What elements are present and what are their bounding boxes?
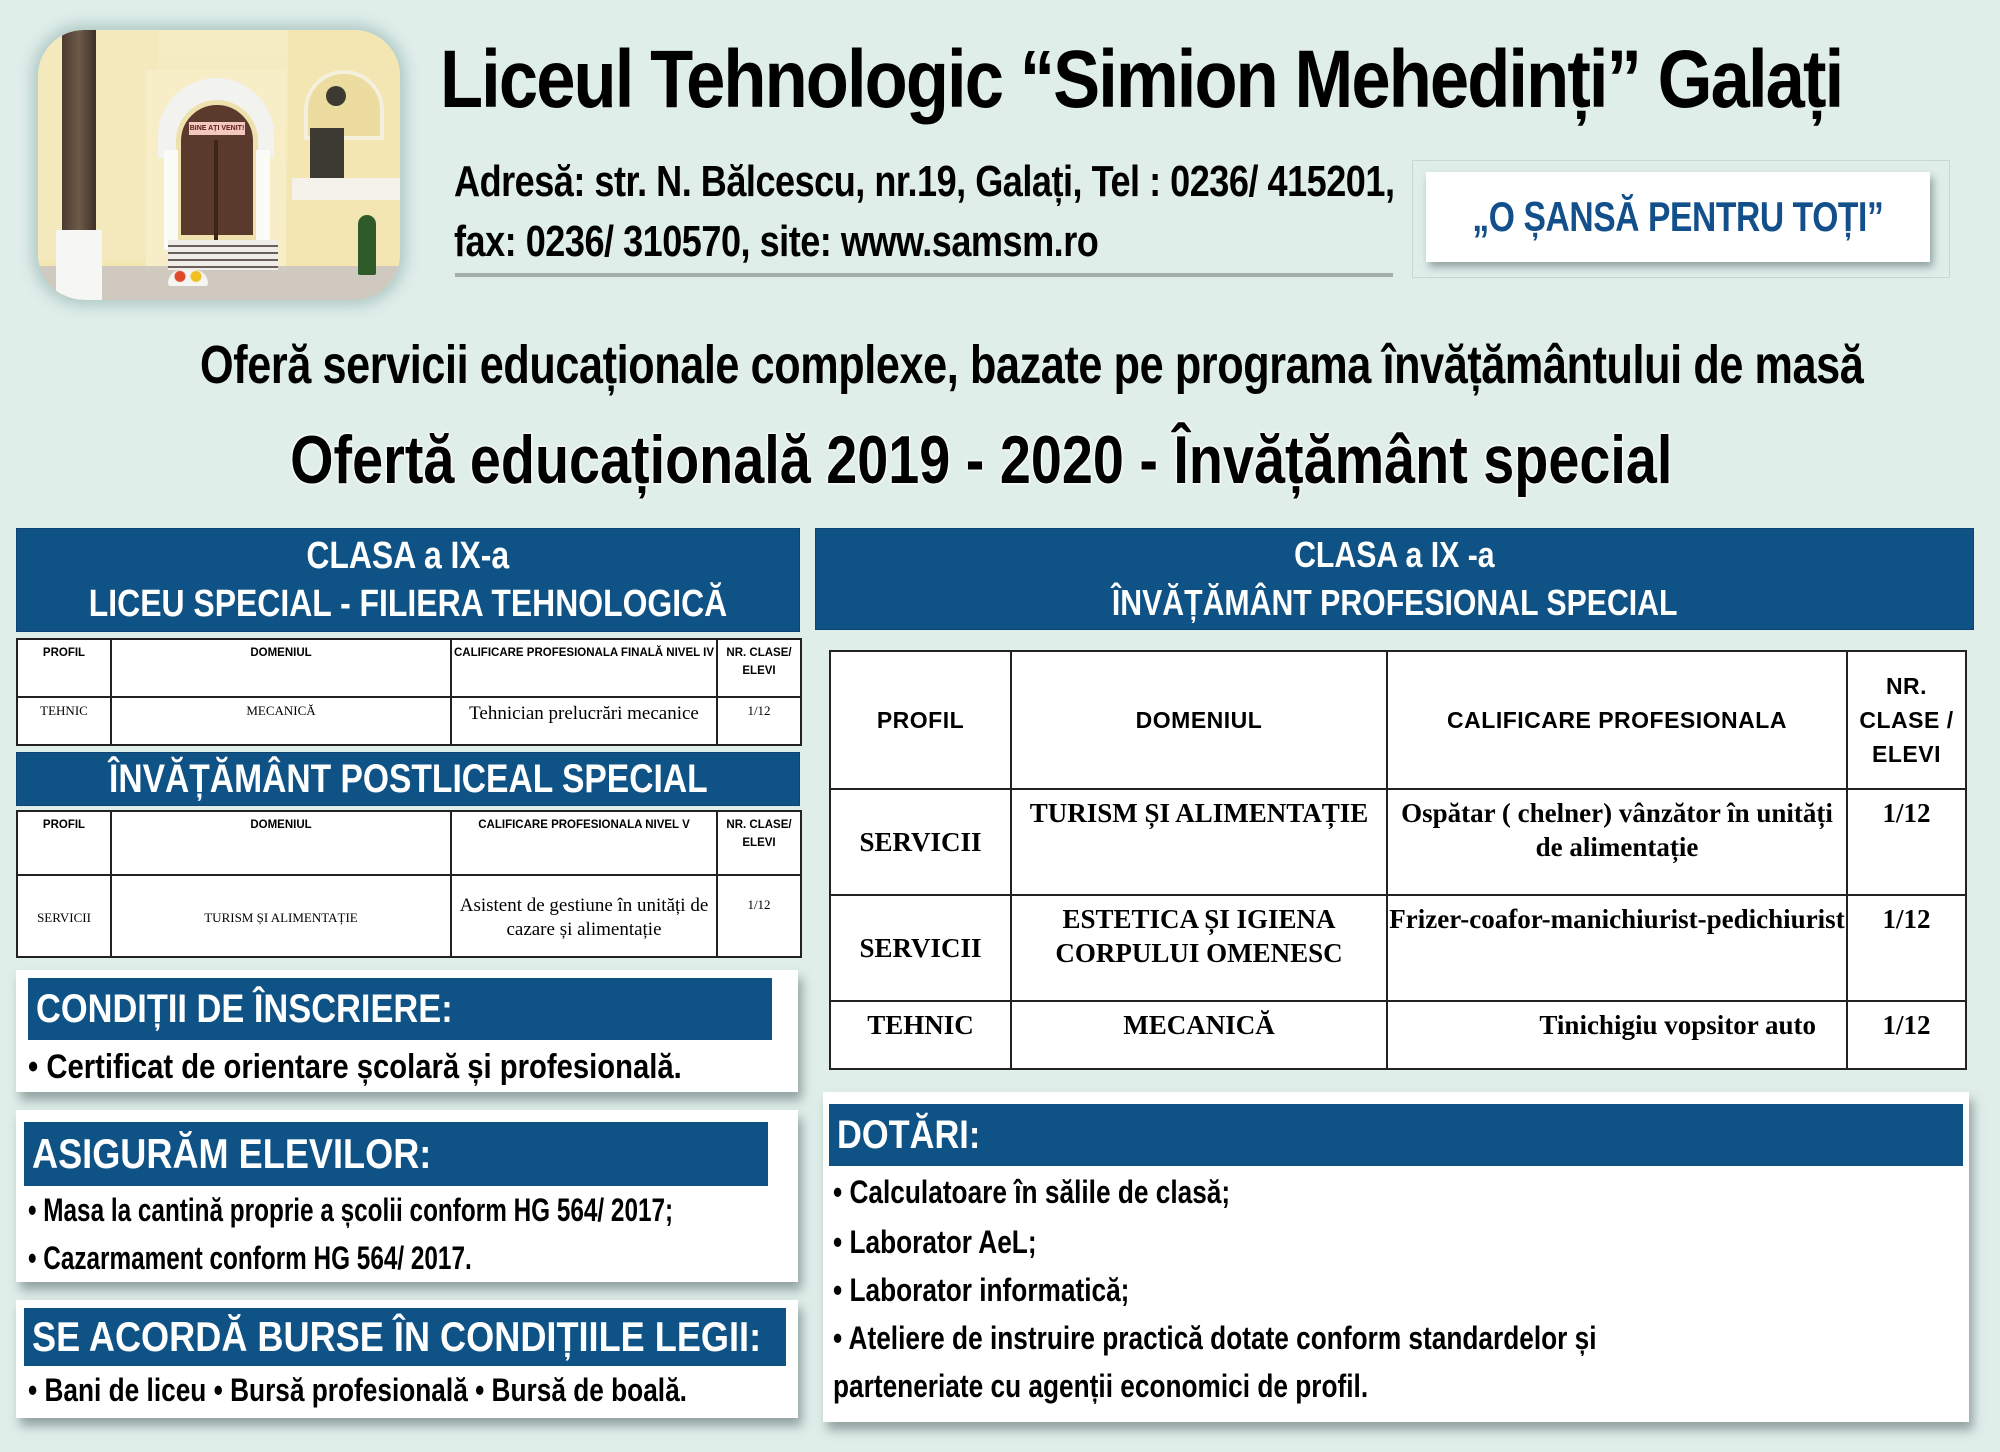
offer-title: Ofertă educațională 2019 - 2020 - Învățământ special [290,422,1673,498]
profesional-special-header [815,528,1974,630]
profesional-header-line2: ÎNVĂȚĂMÂNT PROFESIONAL SPECIAL [1111,582,1678,623]
col-nr-clase: NR. CLASE/ ELEVI [717,811,801,875]
slogan-box [1426,172,1930,262]
table-header-row [17,811,801,875]
col-profil: PROFIL [17,639,111,697]
conditii-inscriere-box [16,970,798,1092]
conditii-title: CONDIȚII DE ÎNSCRIERE: [36,986,453,1031]
photo-welcome-sign: BINE AȚI VENIT! [189,122,245,135]
burse-header [24,1308,786,1366]
cell-domeniul: MECANICĂ [1011,1001,1387,1069]
photo-balcony [292,178,400,200]
col-domeniul: DOMENIUL [111,811,451,875]
postliceal-header-text: ÎNVĂȚĂMÂNT POSTLICEAL SPECIAL [108,757,708,801]
photo-wing-right [288,30,400,266]
header-divider [455,273,1393,277]
list-item: • Calculatoare în sălile de clasă; [833,1174,1231,1210]
cell-calificare: Asistent de gestiune în unități de cazare și alimentație [451,875,717,957]
cell-profil: TEHNIC [17,697,111,745]
cell-calificare: Ospătar ( chelner) vânzător în unități de alimentație [1387,789,1847,895]
postliceal-table [16,810,802,958]
liceu-special-header [16,528,800,632]
table-row [830,1001,1966,1069]
asiguram-title: ASIGURĂM ELEVILOR: [32,1130,432,1177]
slogan-text: „O ȘANSĂ PENTRU TOȚI” [1472,193,1884,240]
cell-domeniul: ESTETICA ȘI IGIENA CORPULUI OMENESC [1011,895,1387,1001]
photo-tree-base [56,230,102,300]
cell-domeniul: TURISM ȘI ALIMENTAȚIE [1011,789,1387,895]
col-profil: PROFIL [830,651,1011,789]
dotari-title: DOTĂRI: [837,1112,981,1157]
conditii-header [28,978,772,1040]
photo-window [310,128,344,178]
photo-flower-pot [168,270,208,286]
photo-door-split [214,140,218,240]
list-item: • Certificat de orientare școlară și profesională. [28,1048,682,1086]
list-item: • Laborator AeL; [833,1224,1037,1260]
list-item: • Masa la cantină proprie a școlii conform HG 564/ 2017; [28,1192,674,1228]
table-row [830,789,1966,895]
table-row [17,697,801,745]
photo-round-window [326,86,346,106]
table-header-row [830,651,1966,789]
cell-calificare: Tinichigiu vopsitor auto [1387,1001,1847,1069]
list-item: • Bani de liceu • Bursă profesională • Bursă de boală. [28,1372,687,1408]
list-item: • Laborator informatică; [833,1272,1130,1308]
cell-nr: 1/12 [717,697,801,745]
profesional-special-table [829,650,1967,1070]
cell-nr: 1/12 [717,875,801,957]
col-nr-clase: NR. CLASE / ELEVI [1847,651,1966,789]
burse-box [16,1300,798,1418]
col-nr-clase: NR. CLASE/ ELEVI [717,639,801,697]
services-line: Oferă servicii educaționale complexe, bazate pe programa învățământului de masă [200,335,1864,395]
cell-domeniul: MECANICĂ [111,697,451,745]
postliceal-header [16,752,800,806]
cell-nr: 1/12 [1847,1001,1966,1069]
cell-calificare: Tehnician prelucrări mecanice [451,697,717,745]
liceu-special-table [16,638,802,746]
table-row [830,895,1966,1001]
school-title: Liceul Tehnologic “Simion Mehedinți” Galați [440,34,1843,125]
col-domeniul: DOMENIUL [111,639,451,697]
list-item: • Ateliere de instruire practică dotate conform standardelor și [833,1320,1597,1356]
photo-steps [168,240,278,270]
photo-wall-left [38,30,158,260]
cell-domeniul: TURISM ȘI ALIMENTAȚIE [111,875,451,957]
liceu-header-line2: LICEU SPECIAL - FILIERA TEHNOLOGICĂ [88,583,728,625]
asiguram-elevilor-box [16,1110,798,1282]
cell-nr: 1/12 [1847,789,1966,895]
list-item: • Cazarmament conform HG 564/ 2017. [28,1240,472,1276]
school-building-photo [38,30,400,300]
col-calificare: CALIFICARE PROFESIONALA [1387,651,1847,789]
profesional-header-line1: CLASA a IX -a [1294,534,1495,575]
liceu-header-line1: CLASA a IX-a [306,535,510,577]
photo-column-right [256,150,270,250]
photo-bush [358,215,376,275]
photo-column-left [164,150,178,250]
cell-profil: SERVICII [17,875,111,957]
col-calificare: CALIFICARE PROFESIONALA NIVEL V [451,811,717,875]
col-profil: PROFIL [17,811,111,875]
table-header-row [17,639,801,697]
dotari-header [829,1104,1963,1166]
list-item: parteneriate cu agenții economici de profil. [833,1368,1369,1404]
asiguram-header [24,1122,768,1186]
address-line: Adresă: str. N. Bălcescu, nr.19, Galați, Tel : 0236/ 415201, [454,157,1395,206]
contact-info [454,152,1395,272]
fax-site-line: fax: 0236/ 310570, site: www.samsm.ro [454,217,1099,266]
dotari-box [823,1092,1969,1422]
cell-profil: TEHNIC [830,1001,1011,1069]
cell-profil: SERVICII [830,789,1011,895]
col-domeniul: DOMENIUL [1011,651,1387,789]
cell-profil: SERVICII [830,895,1011,1001]
col-calificare: CALIFICARE PROFESIONALA FINALĂ NIVEL IV [451,639,717,697]
burse-title: SE ACORDĂ BURSE ÎN CONDIȚIILE LEGII: [32,1313,762,1360]
cell-nr: 1/12 [1847,895,1966,1001]
cell-calificare: Frizer-coafor-manichiurist-pedichiurist [1387,895,1847,1001]
table-row [17,875,801,957]
